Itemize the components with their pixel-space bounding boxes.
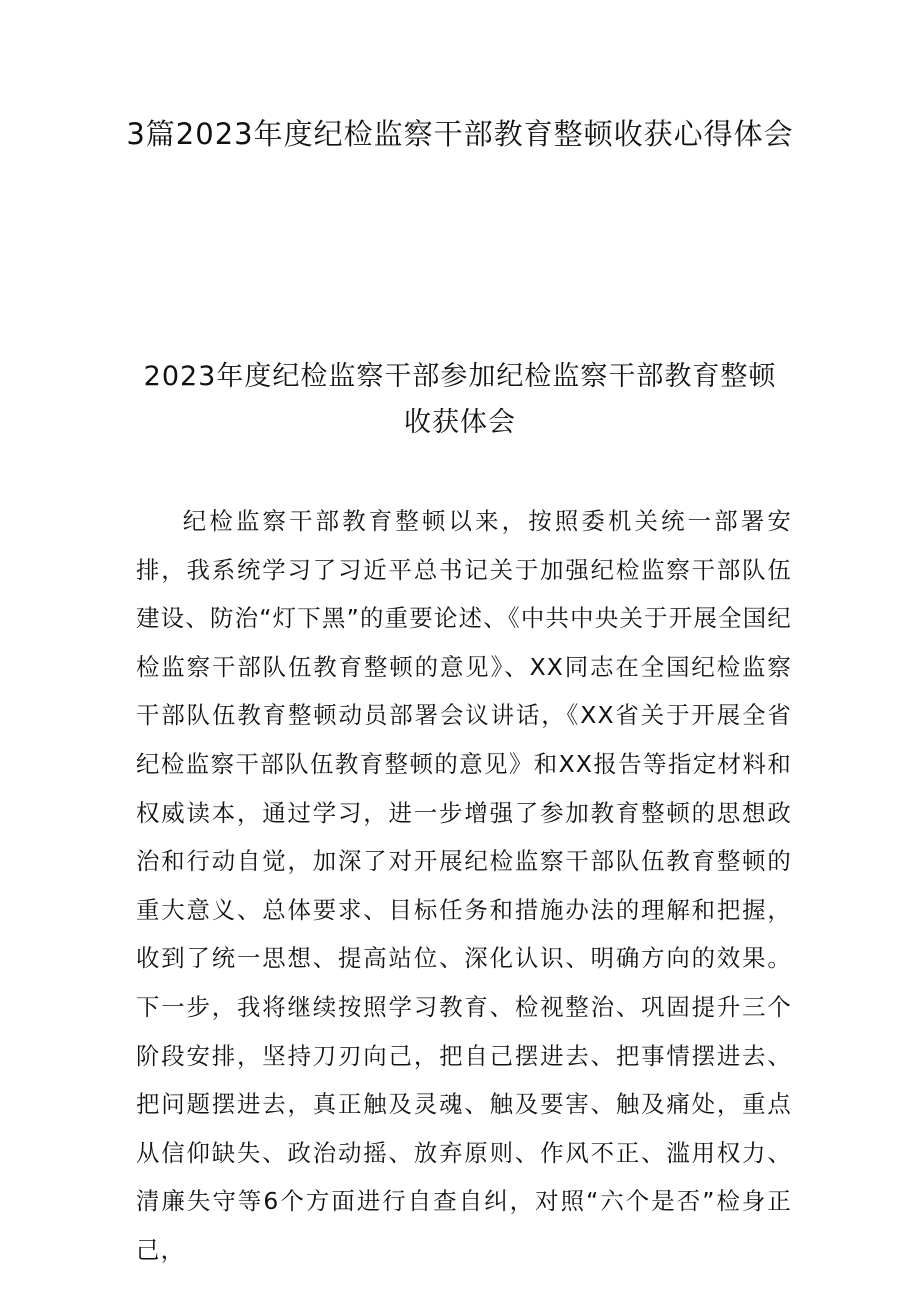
body-paragraph: 纪检监察干部教育整顿以来，按照委机关统一部署安排，我系统学习了习近平总书记关于加强纪检监察干部队伍建设、防治“灯下黑”的重要论述、《中共中央关于开展全国纪检监察干部队伍教育整顿的意见》、XX同志在全国纪检监察干部队伍教育整顿动员部署会议讲话，《XX省关于开展全省纪检监察干部队伍教育整顿的意见》和XX报告等指定材料和权威读本，通过学习，进一步增强了参加教育整顿的思想政治和行动自觉，加深了对开展纪检监察干部队伍教育整顿的重大意义、总体要求、目标任务和措施办法的理解和把握，收到了统一思想、提高站位、深化认识、明确方向的效果。下一步，我将继续按照学习教育、检视整治、巩固提升三个阶段安排，坚持刀刃向己，把自己摆进去、把事情摆进去、把问题摆进去，真正触及灵魂、触及要害、触及痛处，重点从信仰缺失、政治动摇、放弃原则、作风不正、滥用权力、清廉失守等6个方面进行自查自纠，对照“六个是否”检身正己， (136, 507, 792, 1264)
document-title: 3篇2023年度纪检监察干部教育整顿收获心得体会 (126, 117, 794, 151)
article-subtitle: 2023年度纪检监察干部参加纪检监察干部教育整顿收获体会 (143, 361, 777, 438)
